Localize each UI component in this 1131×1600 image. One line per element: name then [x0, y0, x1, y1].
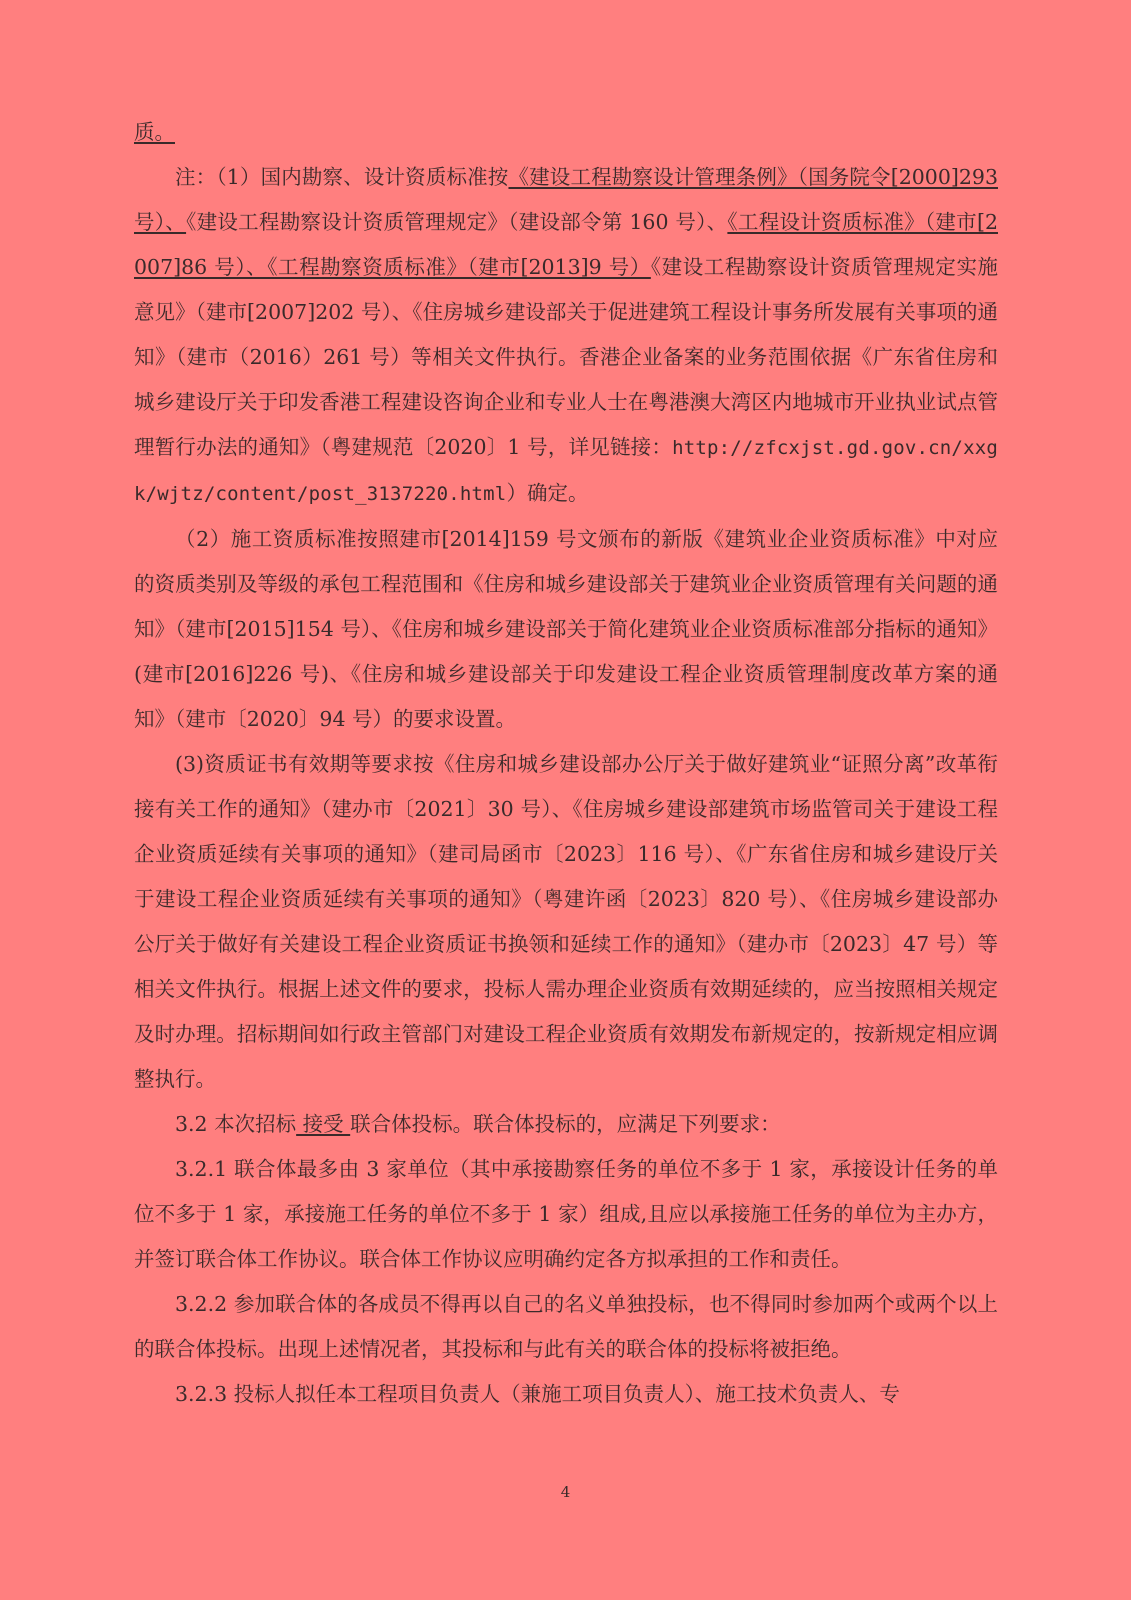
- paragraph-note-2: （2）施工资质标准按照建市[2014]159 号文颁布的新版《建筑业企业资质标准》中对应的资质类别及等级的承包工程范围和《住房和城乡建设部关于建筑业企业资质管理有关问题的通知》（建市[2015]154 号）、《住房和城乡建设部关于简化建筑业企业资质标准部分指标的通知》(建市[2016]226 号)、《住房和城乡建设部关于印发建设工程企业资质管理制度改革方案的通知》（建市〔2020〕94 号）的要求设置。: [134, 527, 998, 731]
- paragraph-section-3-2: [134, 1102, 998, 1147]
- note-1-text-3: 《建设工程勘察设计资质管理规定实施意见》（建市[2007]202 号）、《住房城乡建设部关于促进建筑工程设计事务所发展有关事项的通知》（建市（2016）261 号）等相关文件执行。香港企业备案的业务范围依据《广东省住房和城乡建设厅关于印发香港工程建设咨询企业和专业人士在粤港澳大湾区内地城市开业执业试点管理暂行办法的通知》（粤建规范〔2020〕1 号，详见链接：: [134, 255, 999, 459]
- continuation-text: 质。: [134, 120, 175, 144]
- paragraph-continuation: [134, 110, 998, 155]
- document-body: [134, 110, 998, 1417]
- note-1-text-2: 《建设工程勘察设计资质管理规定》（建设部令第 160 号）、: [186, 210, 728, 234]
- note-1-underlined-standards: 《工程设计资质标准》（建市[2007]86 号）、《工程勘察资质标准》（建市[2013]9 号）: [134, 210, 998, 279]
- note-1-link[interactable]: http://zfcxjst.gd.gov.cn/xxgk/wjtz/content/post_3137220.html: [134, 437, 998, 505]
- note-1-text-4: ）确定。: [506, 481, 589, 505]
- paragraph-section-3-2-1: 3.2.1 联合体最多由 3 家单位（其中承接勘察任务的单位不多于 1 家，承接设计任务的单位不多于 1 家，承接施工任务的单位不多于 1 家）组成,且应以承接施工任务的单位为主办方，并签订联合体工作协议。联合体工作协议应明确约定各方拟承担的工作和责任。: [134, 1157, 998, 1271]
- section-3-2-text: 联合体投标。联合体投标的，应满足下列要求：: [350, 1112, 781, 1136]
- paragraph-section-3-2-2: 3.2.2 参加联合体的各成员不得再以自己的名义单独投标，也不得同时参加两个或两个以上的联合体投标。出现上述情况者，其投标和与此有关的联合体的投标将被拒绝。: [134, 1292, 998, 1361]
- section-3-2-accept: 接受: [296, 1112, 351, 1136]
- note-1-intro: 注：（1）国内勘察、设计资质标准按: [175, 165, 509, 189]
- paragraph-note-3: (3)资质证书有效期等要求按《住房和城乡建设部办公厅关于做好建筑业“证照分离”改革衔接有关工作的通知》（建办市〔2021〕30 号）、《住房城乡建设部建筑市场监管司关于建设工程企业资质延续有关事项的通知》（建司局函市〔2023〕116 号）、《广东省住房和城乡建设厅关于建设工程企业资质延续有关事项的通知》（粤建许函〔2023〕820 号）、《住房城乡建设部办公厅关于做好有关建设工程企业资质证书换领和延续工作的通知》（建办市〔2023〕47 号）等相关文件执行。根据上述文件的要求，投标人需办理企业资质有效期延续的，应当按照相关规定及时办理。招标期间如行政主管部门对建设工程企业资质有效期发布新规定的，按新规定相应调整执行。: [134, 752, 998, 1091]
- section-3-2-intro: 3.2 本次招标: [175, 1112, 297, 1136]
- note-1-underlined-regulation: 《建设工程勘察设计管理条例》（国务院令[2000]293 号）、: [134, 165, 998, 234]
- paragraph-note-1: [134, 155, 998, 517]
- page-number: 4: [560, 1483, 571, 1501]
- paragraph-section-3-2-3: 3.2.3 投标人拟任本工程项目负责人（兼施工项目负责人）、施工技术负责人、专: [175, 1382, 900, 1406]
